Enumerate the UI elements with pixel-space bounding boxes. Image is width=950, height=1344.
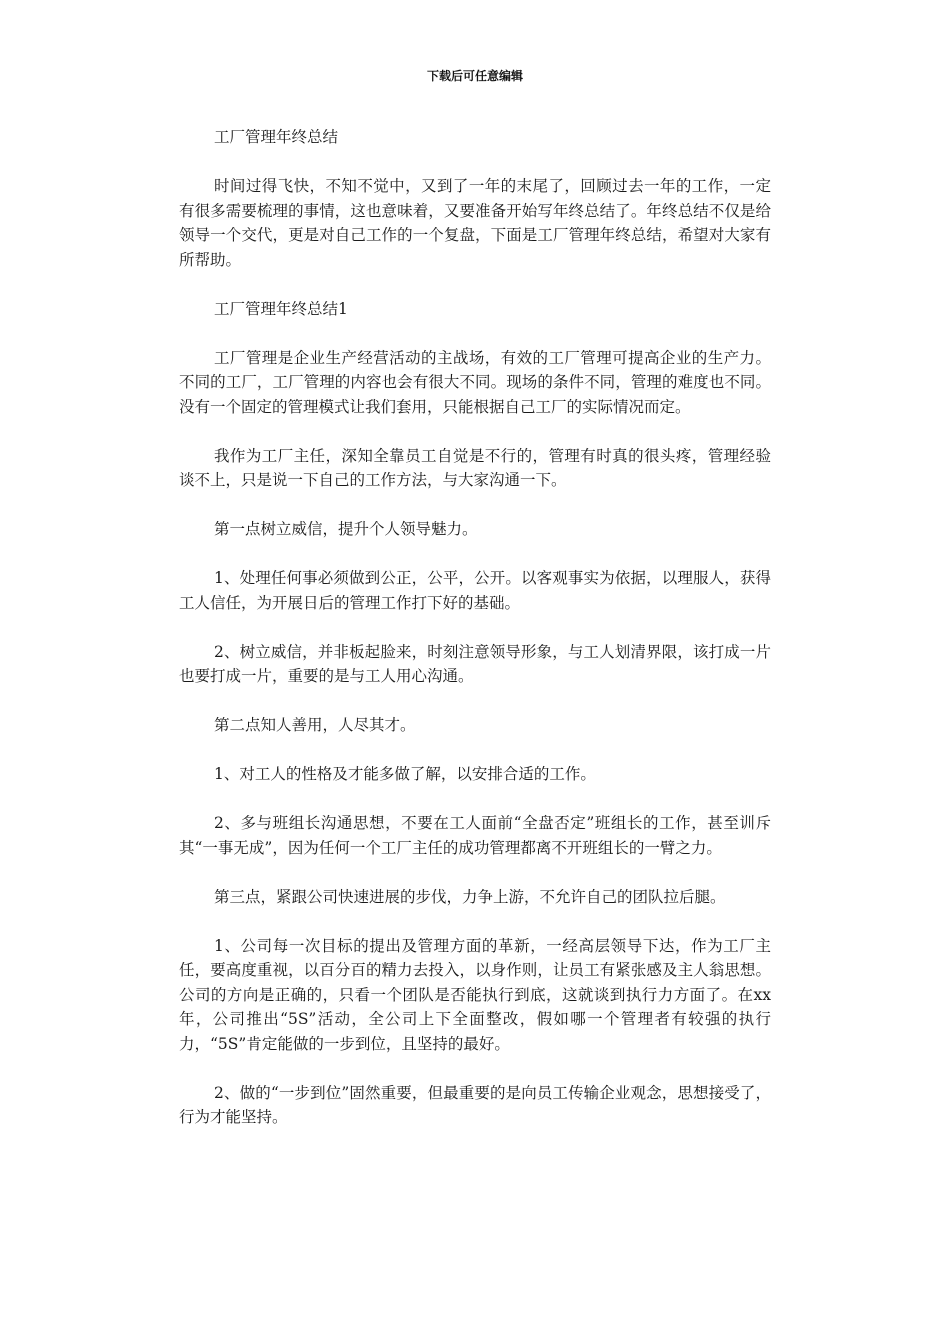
point-heading-1: 第一点树立威信，提升个人领导魅力。 (214, 520, 478, 538)
page-header-note: 下载后可任意编辑 (426, 69, 523, 83)
body-paragraph: 工厂管理是企业生产经营活动的主战场，有效的工厂管理可提高企业的生产力。不同的工厂，工厂管理的内容也会有很大不同。现场的条件不同，管理的难度也不同。没有一个固定的管理模式让我们套用，只能根据自己工厂的实际情况而定。 (179, 348, 771, 416)
body-paragraph: 我作为工厂主任，深知全靠员工自觉是不行的，管理有时真的很头疼，管理经验谈不上，只是说一下自己的工作方法，与大家沟通一下。 (179, 446, 771, 489)
point-heading-3: 第三点，紧跟公司快速进展的步伐，力争上游，不允许自己的团队拉后腿。 (214, 887, 726, 906)
section-heading-1: 工厂管理年终总结1 (214, 299, 348, 318)
document-title: 工厂管理年终总结 (214, 128, 339, 146)
list-item: 1、公司每一次目标的提出及管理方面的革新，一经高层领导下达，作为工厂主任，要高度重视，以百分百的精力去投入，以身作则，让员工有紧张感及主人翁思想。公司的方向是正确的，只看一个团队是否能执行到底，这就谈到执行力方面了。在xx年，公司推出“5S”活动，全公司上下全面整改，假如哪一个管理者有较强的执行力，“5S”肯定能做的一步到位，且坚持的最好。 (179, 936, 771, 1053)
document-body (179, 125, 771, 1154)
point-heading-2: 第二点知人善用，人尽其才。 (214, 716, 416, 734)
list-item: 1、对工人的性格及才能多做了解，以安排合适的工作。 (214, 765, 596, 783)
list-item: 1、处理任何事必须做到公正，公平，公开。以客观事实为依据，以理服人，获得工人信任，为开展日后的管理工作打下好的基础。 (179, 569, 771, 612)
list-item: 2、树立威信，并非板起脸来，时刻注意领导形象，与工人划清界限，该打成一片也要打成一片，重要的是与工人用心沟通。 (179, 642, 771, 685)
list-item: 2、多与班组长沟通思想，不要在工人面前“全盘否定”班组长的工作，甚至训斥其“一事无成”，因为任何一个工厂主任的成功管理都离不开班组长的一臂之力。 (179, 814, 771, 857)
list-item: 2、做的“一步到位”固然重要，但最重要的是向员工传输企业观念，思想接受了，行为才能坚持。 (179, 1083, 771, 1126)
intro-paragraph: 时间过得飞快，不知不觉中，又到了一年的末尾了，回顾过去一年的工作，一定有很多需要梳理的事情，这也意味着，又要准备开始写年终总结了。年终总结不仅是给领导一个交代，更是对自己工作的一个复盘，下面是工厂管理年终总结，希望对大家有所帮助。 (179, 177, 771, 269)
